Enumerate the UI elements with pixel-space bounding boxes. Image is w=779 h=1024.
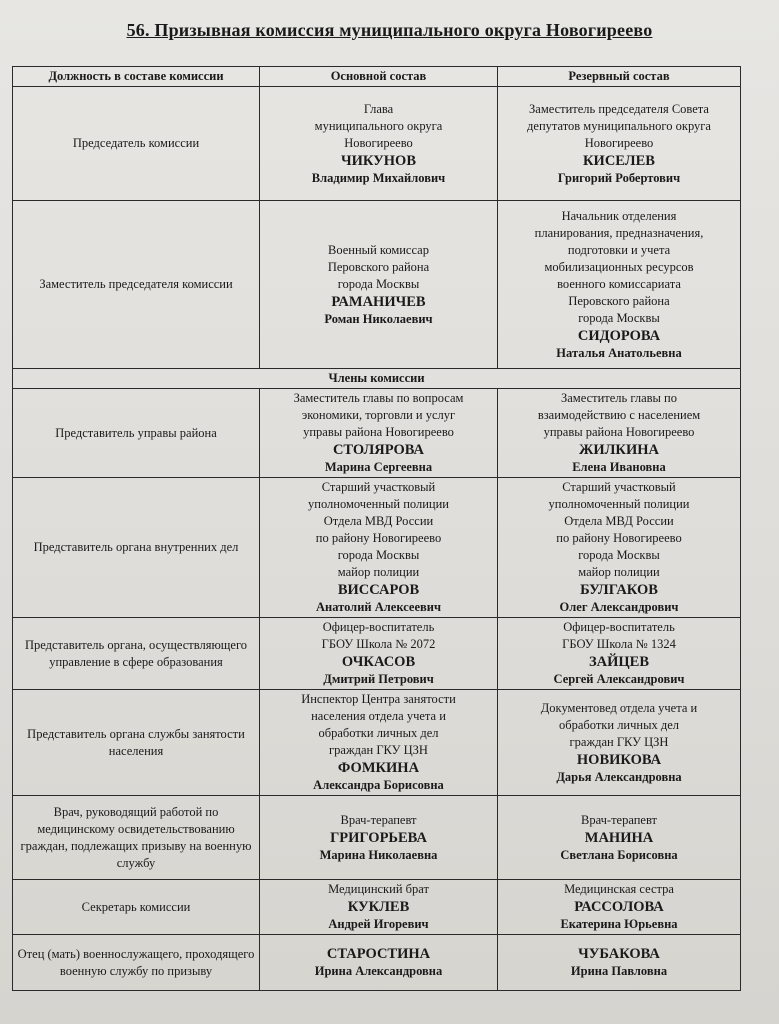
surname: БУЛГАКОВ: [580, 582, 658, 598]
header-reserve: Резервный состав: [498, 67, 741, 87]
rank-line: Отдела МВД России: [323, 514, 434, 528]
rank-line: Новогиреево: [584, 135, 654, 150]
header-position: Должность в составе комиссии: [13, 67, 260, 87]
rank-line: граждан ГКУ ЦЗН: [329, 743, 428, 757]
rank-line: Заместитель главы по: [561, 391, 677, 405]
rank-line: Глава: [363, 101, 394, 116]
rank-line: города Москвы: [578, 310, 660, 325]
reserve-member-cell: [498, 478, 741, 618]
surname: КИСЕЛЕВ: [583, 152, 655, 169]
surname: РАССОЛОВА: [574, 899, 664, 915]
given-name: Марина Николаевна: [319, 847, 438, 862]
main-member-cell: [260, 935, 498, 991]
position-cell: Представитель органа, осуществляющего управление в сфере образования: [13, 618, 260, 690]
rank-line: Заместитель председателя Совета: [529, 101, 709, 116]
rank-line: обработки личных дел: [318, 726, 439, 740]
surname: КУКЛЕВ: [347, 899, 410, 915]
main-member-cell: [260, 478, 498, 618]
rank-line: управы района Новогиреево: [543, 425, 695, 439]
rank-line: Врач-терапевт: [340, 812, 417, 827]
table-row: [13, 880, 741, 935]
rank-line: экономики, торговли и услуг: [301, 408, 456, 422]
rank-line: Отдела МВД России: [564, 514, 674, 528]
given-name: Елена Ивановна: [572, 460, 666, 474]
commission-table: [12, 66, 741, 991]
surname: ЧИКУНОВ: [340, 152, 416, 169]
position-cell: Заместитель председателя комиссии: [13, 201, 260, 369]
header-row: [13, 67, 741, 87]
given-name: Екатерина Юрьевна: [560, 917, 678, 931]
rank-line: планирования, предназначения,: [534, 225, 704, 240]
rank-line: города Москвы: [337, 548, 420, 562]
header-main: Основной состав: [260, 67, 498, 87]
main-member-cell: [260, 796, 498, 880]
rank-line: уполномоченный полиции: [548, 497, 690, 511]
table-row: [13, 87, 741, 201]
reserve-member-cell: [498, 618, 741, 690]
given-name: Сергей Александрович: [553, 672, 685, 686]
given-name: Ирина Александровна: [314, 964, 443, 978]
rank-line: мобилизационных ресурсов: [544, 259, 694, 274]
table-row: [13, 935, 741, 991]
given-name: Марина Сергеевна: [324, 460, 433, 474]
rank-line: взаимодействию с населением: [537, 408, 701, 422]
main-member-cell: [260, 389, 498, 478]
reserve-member-cell: [498, 796, 741, 880]
given-name: Андрей Игоревич: [328, 917, 429, 931]
rank-line: Новогиреево: [344, 135, 413, 150]
section-row: [13, 369, 741, 389]
reserve-member-cell: [498, 690, 741, 796]
surname: СИДОРОВА: [577, 327, 661, 344]
reserve-member-cell: [498, 935, 741, 991]
table-row: [13, 796, 741, 880]
main-member-cell: [260, 618, 498, 690]
given-name: Роман Николаевич: [324, 311, 433, 326]
given-name: Владимир Михайлович: [311, 170, 446, 185]
rank-line: ГБОУ Школа № 2072: [321, 637, 436, 651]
rank-line: уполномоченный полиции: [308, 497, 449, 511]
rank-line: Военный комиссар: [328, 242, 429, 257]
given-name: Наталья Анатольевна: [556, 345, 682, 360]
given-name: Григорий Робертович: [557, 170, 681, 185]
surname: ЗАЙЦЕВ: [588, 654, 650, 670]
table-row: [13, 201, 741, 369]
rank-line: Перовского района: [327, 259, 430, 274]
rank-line: граждан ГКУ ЦЗН: [569, 734, 669, 749]
main-member-cell: [260, 880, 498, 935]
rank-line: майор полиции: [578, 565, 660, 579]
rank-line: Перовского района: [568, 293, 670, 308]
rank-line: Медицинский брат: [328, 882, 429, 896]
rank-line: подготовки и учета: [567, 242, 671, 257]
main-member-cell: [260, 87, 498, 201]
position-cell: Врач, руководящий работой по медицинскому освидетельствованию граждан, подлежащих призыву на военную службу: [13, 796, 260, 880]
position-cell: Секретарь комиссии: [13, 880, 260, 935]
surname: ОЧКАСОВ: [341, 654, 416, 670]
rank-line: Врач-терапевт: [580, 812, 658, 827]
surname: МАНИНА: [584, 829, 654, 846]
rank-line: управы района Новогиреево: [303, 425, 454, 439]
rank-line: Офицер-воспитатель: [563, 620, 675, 634]
table-body: [13, 87, 741, 991]
table-row: [13, 690, 741, 796]
position-cell: Представитель органа внутренних дел: [13, 478, 260, 618]
rank-line: Старший участковый: [321, 480, 436, 494]
surname: ЖИЛКИНА: [579, 442, 659, 458]
position-cell: Отец (мать) военнослужащего, проходящего военную службу по призыву: [13, 935, 260, 991]
given-name: Светлана Борисовна: [560, 847, 678, 862]
surname: ВИССАРОВ: [337, 582, 420, 598]
rank-line: военного комиссариата: [557, 276, 681, 291]
position-cell: Представитель органа службы занятости населения: [13, 690, 260, 796]
given-name: Анатолий Алексеевич: [315, 600, 442, 614]
given-name: Александра Борисовна: [313, 778, 444, 792]
rank-line: ГБОУ Школа № 1324: [562, 637, 676, 651]
reserve-member-cell: [498, 201, 741, 369]
reserve-member-cell: [498, 880, 741, 935]
rank-line: города Москвы: [337, 276, 420, 291]
rank-line: майор полиции: [337, 565, 420, 579]
surname: РАМАНИЧЕВ: [331, 293, 426, 310]
given-name: Дмитрий Петрович: [323, 672, 434, 686]
surname: ФОМКИНА: [337, 760, 420, 776]
main-member-cell: [260, 201, 498, 369]
page-title: 56. Призывная комиссия муниципального округа Новогиреево: [126, 20, 653, 40]
rank-line: Инспектор Центра занятости: [301, 692, 456, 706]
rank-line: обработки личных дел: [558, 717, 680, 732]
rank-line: муниципального округа: [314, 118, 443, 133]
rank-line: населения отдела учета и: [311, 709, 446, 723]
rank-line: Заместитель главы по вопросам: [293, 391, 464, 405]
position-cell: Представитель управы района: [13, 389, 260, 478]
given-name: Дарья Александровна: [556, 769, 682, 784]
rank-line: Старший участковый: [562, 480, 676, 494]
table-row: [13, 389, 741, 478]
rank-line: Офицер-воспитатель: [322, 620, 435, 634]
rank-line: города Москвы: [578, 548, 660, 562]
table-row: [13, 618, 741, 690]
rank-line: депутатов муниципального округа: [527, 118, 711, 133]
surname: НОВИКОВА: [576, 751, 662, 768]
rank-line: Начальник отделения: [561, 208, 677, 223]
surname: ГРИГОРЬЕВА: [330, 829, 427, 846]
surname: ЧУБАКОВА: [578, 946, 660, 962]
table-row: [13, 478, 741, 618]
reserve-member-cell: [498, 87, 741, 201]
reserve-member-cell: [498, 389, 741, 478]
surname: СТОЛЯРОВА: [332, 442, 425, 458]
given-name: Ирина Павловна: [570, 964, 668, 978]
rank-line: по району Новогиреево: [556, 531, 682, 545]
rank-line: по району Новогиреево: [315, 531, 442, 545]
rank-line: Медицинская сестра: [564, 882, 674, 896]
surname: СТАРОСТИНА: [326, 946, 431, 962]
main-member-cell: [260, 690, 498, 796]
section-label: Члены комиссии: [13, 369, 741, 389]
given-name: Олег Александрович: [559, 600, 679, 614]
position-cell: Председатель комиссии: [13, 87, 260, 201]
rank-line: Документовед отдела учета и: [540, 700, 698, 715]
